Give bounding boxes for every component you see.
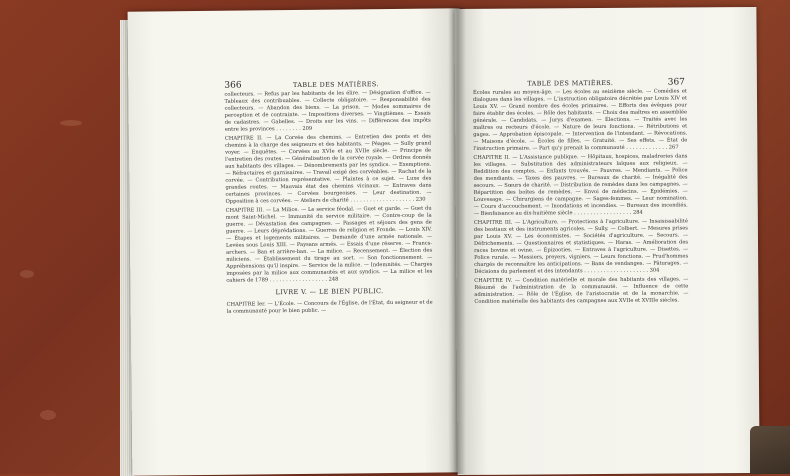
page-number: 366 <box>224 80 242 91</box>
toc-entry: CHAPITRE II. — La Corvée des chemins. — Entretien des ponts et des chemins à la charge des seigneurs et des habitants. — Péages. — Sully grand voyer. — Enquêtes. — Corvées au XVIe et au XVIIe siècle. — Principe de l'entretien des routes. — Généralisation de la corvée royale. — Ordres donnés aux habitants des villages. — Dénombrements par les syndics. — Exemptions. — Réfractaires et garnisaires. — Travail exigé des corvéables. — Rachat de la corvée. — Contribution représentative. — Plaintes à ce sujet. — Luxe des grandes routes. — Mauvais état des chemins vicinaux. — Entraves dans certaines provinces. — Corvées bourgeoises. — Leur destination. — Opposition à ces corvées. — Ateliers de charité . . . . . . . . . . . . . . . . . . . . 230 <box>224 133 432 205</box>
toc-entry: CHAPITRE II. — L'Assistance publique. — Hôpitaux, hospices, maladreries dans les villages. — Substitution des administrateurs laïques aux religieux. — Reddition des comptes. — Enfants trouvés. — Pauvres. — Mendiants. — Police des mendiants. — Taxes des pauvres. — Bureaux de charité. — Inégalité des secours. — Sœurs de charité. — Distribution de remèdes dans les campagnes. — Répartition des boîtes de remèdes. — Envoi de médecins. — Épidémies. — Louvesage. — Chirurgiens de campagne. — Sages-femmes. — Leur nomination. — Cours d'accouchement. — Inondations et incendies. — Bureaux des incendiés. — Bienfaisance au dix-huitième siècle . . . . . . . . . . . . . . . . . . 284 <box>473 153 688 218</box>
toc-entry: CHAPITRE IV. — Condition matérielle et morale des habitants des villages. — Résumé de l'administration de la communauté. — Influence de cette administration. — Rôle de l'Église, de l'aristocratie et de la monarchie. — Condition matérielle des habitants des campagnes aux XVIIe et XVIIIe siècles. <box>474 276 689 305</box>
open-book <box>118 6 764 474</box>
right-page-text <box>473 88 689 307</box>
left-page-text <box>224 90 432 318</box>
toc-entry: CHAPITRE Ier. — L'École. — Concours de l'Église, de l'État, du seigneur et de la communauté pour le bien public. — <box>226 299 433 316</box>
running-title: TABLE DES MATIÈRES. <box>527 78 614 88</box>
left-page <box>128 8 465 475</box>
corner-object <box>750 426 790 474</box>
right-page-header <box>473 77 685 88</box>
toc-entry: CHAPITRE III. — La Milice. — Le service féodal. — Guet et garde. — Guet du mont Saint-Michel. — Immunité du service militaire. — Contre-coup de la guerre. — Dévastation des campagnes. — Passages et séjours des gens de guerre. — Leurs déprédations. — Guerres de religion et Fronde. — Louis XIV. — Étapes et logements militaires. — Demande d'une armée nationale. — Levées sous Louis XIII. — Paysans armés. — Essais d'une réserve. — Francs-archers. — Ban et arrière-ban. — La milice. — Recensement. — Élection des miliciens. — Établissement du tirage au sort. — Son fonctionnement. — Appréhensions qu'il inspire. — Service de la milice. — Indemnités. — Charges imposées par la milice aux communautés et aux syndics. — La milice et les cahiers de 1789 . . . . . . . . . . . . . . . . . . 248 <box>225 205 433 284</box>
book-section-title: LIVRE V. — LE BIEN PUBLIC. <box>275 287 384 297</box>
right-page <box>454 7 759 475</box>
page-number: 367 <box>667 77 685 88</box>
book-gutter <box>448 8 466 474</box>
toc-entry: CHAPITRE III. — L'Agriculture. — Protections à l'agriculture. — Insaisissabilité des bestiaux et des instruments agricoles. — Sully. — Colbert. — Mesures prises par Louis XV. — Les économistes. — Sociétés d'agriculture. — Secours. — Défrichements. — Questionnaires et statistiques. — Haras. — Amélioration des races bovine et ovine. — Épizooties. — Entraves à l'agriculture. — Disettes. — Police rurale. — Messiers, preyers, vigniers. — Leurs fonctions. — Prud'hommes chargés de reconnaître les anticipations. — Bans de vendanges. — Pâturages. — Décisions du parlement et des intendants . . . . . . . . . . . . . . . . . . . . 304 <box>473 218 689 276</box>
running-title: TABLE DES MATIÈRES. <box>292 80 379 90</box>
toc-entry: Écoles rurales au moyen-âge. — Les écoles au seizième siècle. — Comédies et dialogues dans les villages. — L'instruction obligatoire décrétée par Louis XIV et Louis XV. — Grand nombre des écoles primaires. — Efforts des évêques pour faire établir des écoles. — Rôle des habitants. — Choix des maîtres en assemblée générale. — Candidats. — Jurys d'examen. — Élections. — Traités avec les maîtres ou recteurs d'école. — Nature de leurs fonctions. — Rétributions et gages. — Approbation épiscopale. — Intervention de l'intendant. — Révocations. — Maisons d'école. — Écoles de filles. — Gratuité. — Ses effets. — État de l'instruction primaire. — Part qu'y prenait la communauté . . . . . . . . . . . . . 267 <box>472 88 688 153</box>
toc-entry: collecteurs. — Refus par les habitants de les élire. — Désignation d'office. — Tableaux des contribuables. — Collecte obligatoire. — Responsabilité des collecteurs. — Abandon des biens. — La prison. — Modes sommaires de perception et de contrainte. — Impositions diverses. — Vingtièmes. — Essais de cadastres. — Gabelles. — Droits sur les vins. — Différences des impôts entre les provinces . . . . . . . . 209 <box>224 89 431 133</box>
